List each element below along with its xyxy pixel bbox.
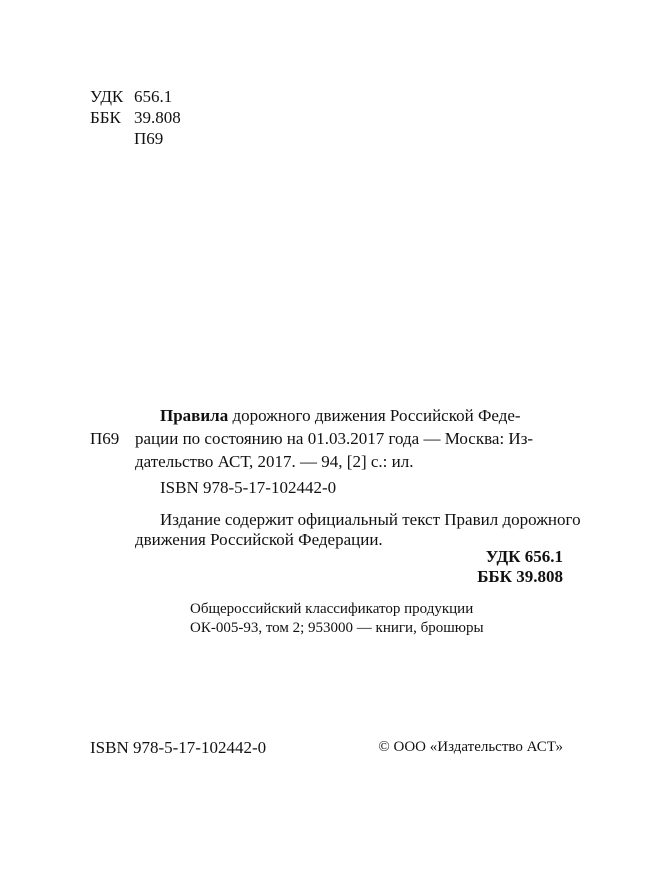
udk-code-line	[90, 87, 172, 107]
bibliographic-line-1	[160, 404, 521, 427]
title-rest: дорожного движения Российской Феде-	[228, 406, 521, 425]
bbk-right: ББК 39.808	[477, 567, 563, 586]
copyright: © ООО «Издательство АСТ»	[378, 739, 563, 755]
annotation-line-1: Издание содержит официальный текст Правил дорожного	[160, 510, 581, 529]
bbk-code-line	[90, 108, 181, 128]
bbk-label: ББК	[90, 108, 121, 127]
annotation-line-2: движения Российской Федерации.	[135, 530, 383, 549]
udk-value: 656.1	[134, 87, 173, 106]
classifier-line-2: ОК-005-93, том 2; 953000 — книги, брошюры	[190, 620, 484, 636]
footer-isbn: ISBN 978-5-17-102442-0	[90, 738, 267, 757]
bibliographic-line-2: рации по состоянию на 01.03.2017 года — Москва: Из-	[135, 429, 534, 448]
author-mark-top: П69	[134, 129, 164, 148]
author-mark-side: П69	[90, 429, 120, 448]
udk-right: УДК 656.1	[485, 547, 563, 566]
udk-label: УДК	[90, 87, 124, 106]
bbk-value: 39.808	[134, 108, 181, 127]
title-bold: Правила	[160, 406, 229, 425]
classifier-line-1: Общероссийский классификатор продукции	[190, 601, 474, 617]
bibliographic-line-3: дательство АСТ, 2017. — 94, [2] с.: ил.	[135, 452, 414, 471]
isbn-line: ISBN 978-5-17-102442-0	[160, 478, 337, 497]
